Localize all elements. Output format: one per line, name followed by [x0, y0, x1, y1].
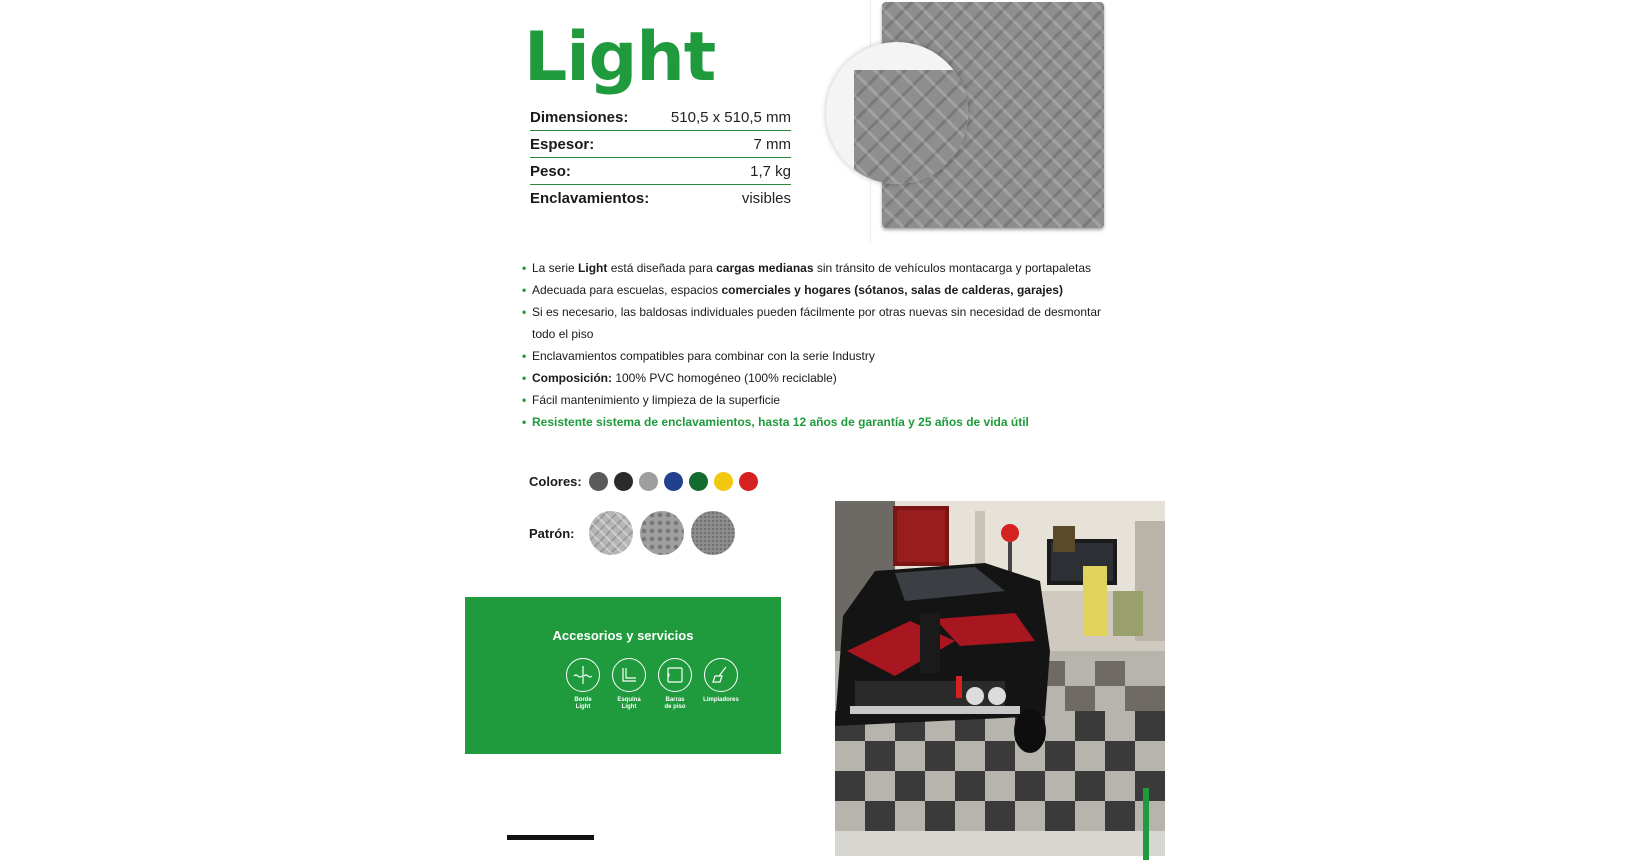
- feature-bold: cargas medianas: [716, 261, 814, 275]
- feature-list: [522, 257, 1122, 433]
- accessory-label: Limpiadores: [703, 697, 739, 703]
- tile-detail-texture: [854, 70, 968, 184]
- feature-bold: comerciales y hogares (sótanos, salas de calderas, garajes): [721, 283, 1063, 297]
- accessory-label: Borde Light: [574, 697, 592, 710]
- accessories-list: [560, 658, 744, 711]
- feature-text: sin tránsito de vehículos montacarga y portapaletas: [813, 261, 1091, 275]
- color-swatch[interactable]: [714, 472, 733, 491]
- color-swatch[interactable]: [589, 472, 608, 491]
- pattern-label: Patrón:: [529, 525, 575, 541]
- feature-item: [522, 301, 1122, 345]
- feature-item-highlight: • Resistente sistema de enclavamientos, hasta 12 años de garantía y 25 años de vida útil: [522, 411, 1122, 433]
- feature-text: Si es necesario, las baldosas individuales pueden fácilmente por otras nuevas sin necesidad de desmontar: [532, 305, 1102, 319]
- color-swatch[interactable]: [664, 472, 683, 491]
- product-title: Light: [524, 18, 716, 97]
- spec-label: Espesor:: [530, 135, 595, 153]
- spec-value: 7 mm: [753, 135, 791, 153]
- floor-bar-icon: [658, 658, 692, 692]
- accessory-label: Esquina Light: [617, 697, 641, 710]
- spec-value: 1,7 kg: [750, 162, 791, 180]
- spec-label: Dimensiones:: [530, 108, 629, 126]
- feature-text: La serie: [532, 261, 579, 275]
- feature-text: 100% PVC homogéneo (100% reciclable): [612, 371, 837, 385]
- accessory-item[interactable]: [606, 658, 652, 711]
- feature-bold: Light: [578, 261, 608, 275]
- accessory-label: Barras de piso: [664, 697, 686, 710]
- spec-row-weight: [530, 158, 791, 185]
- specs-table: [530, 104, 791, 211]
- color-options: [529, 472, 764, 491]
- tile-detail-zoom: [826, 42, 968, 184]
- feature-item: [522, 367, 1122, 389]
- spec-value: visibles: [741, 189, 791, 207]
- feature-item: • Fácil mantenimiento y limpieza de la superficie: [522, 389, 1122, 411]
- color-swatch[interactable]: [739, 472, 758, 491]
- spec-value: 510,5 x 510,5 mm: [670, 108, 791, 126]
- spec-row-dimensions: [530, 104, 791, 131]
- edge-icon: [566, 658, 600, 692]
- feature-text: todo el piso: [532, 327, 594, 341]
- tile-product-image: [820, 0, 1110, 245]
- fine-texture-pattern-icon[interactable]: [691, 511, 735, 555]
- accessories-title: Accesorios y servicios: [552, 628, 694, 643]
- diamond-plate-pattern-icon[interactable]: [589, 511, 633, 555]
- accessories-panel: [465, 597, 781, 754]
- cleaner-icon: [704, 658, 738, 692]
- garage-car-photo: [835, 501, 1165, 856]
- feature-bold: Composición:: [532, 371, 612, 385]
- spec-label: Enclavamientos:: [530, 189, 650, 207]
- divider-bar: [507, 835, 594, 840]
- feature-item: • Enclavamientos compatibles para combinar con la serie Industry: [522, 345, 1122, 367]
- coin-dot-pattern-icon[interactable]: [640, 511, 684, 555]
- feature-text: Adecuada para escuelas, espacios: [532, 283, 722, 297]
- accent-bar: [1143, 788, 1149, 860]
- accessory-item[interactable]: [652, 658, 698, 711]
- accessory-item[interactable]: [560, 658, 606, 711]
- pattern-options: [529, 511, 742, 555]
- colors-label: Colores:: [529, 474, 582, 489]
- spec-row-interlocks: [530, 185, 791, 211]
- spec-label: Peso:: [530, 162, 571, 180]
- garage-scene-illustration: [835, 501, 1165, 856]
- feature-item: [522, 279, 1122, 301]
- color-swatch[interactable]: [614, 472, 633, 491]
- color-swatch[interactable]: [689, 472, 708, 491]
- accessory-item[interactable]: [698, 658, 744, 711]
- corner-icon: [612, 658, 646, 692]
- feature-item: [522, 257, 1122, 279]
- feature-text: está diseñada para: [607, 261, 717, 275]
- color-swatch[interactable]: [639, 472, 658, 491]
- spec-row-thickness: [530, 131, 791, 158]
